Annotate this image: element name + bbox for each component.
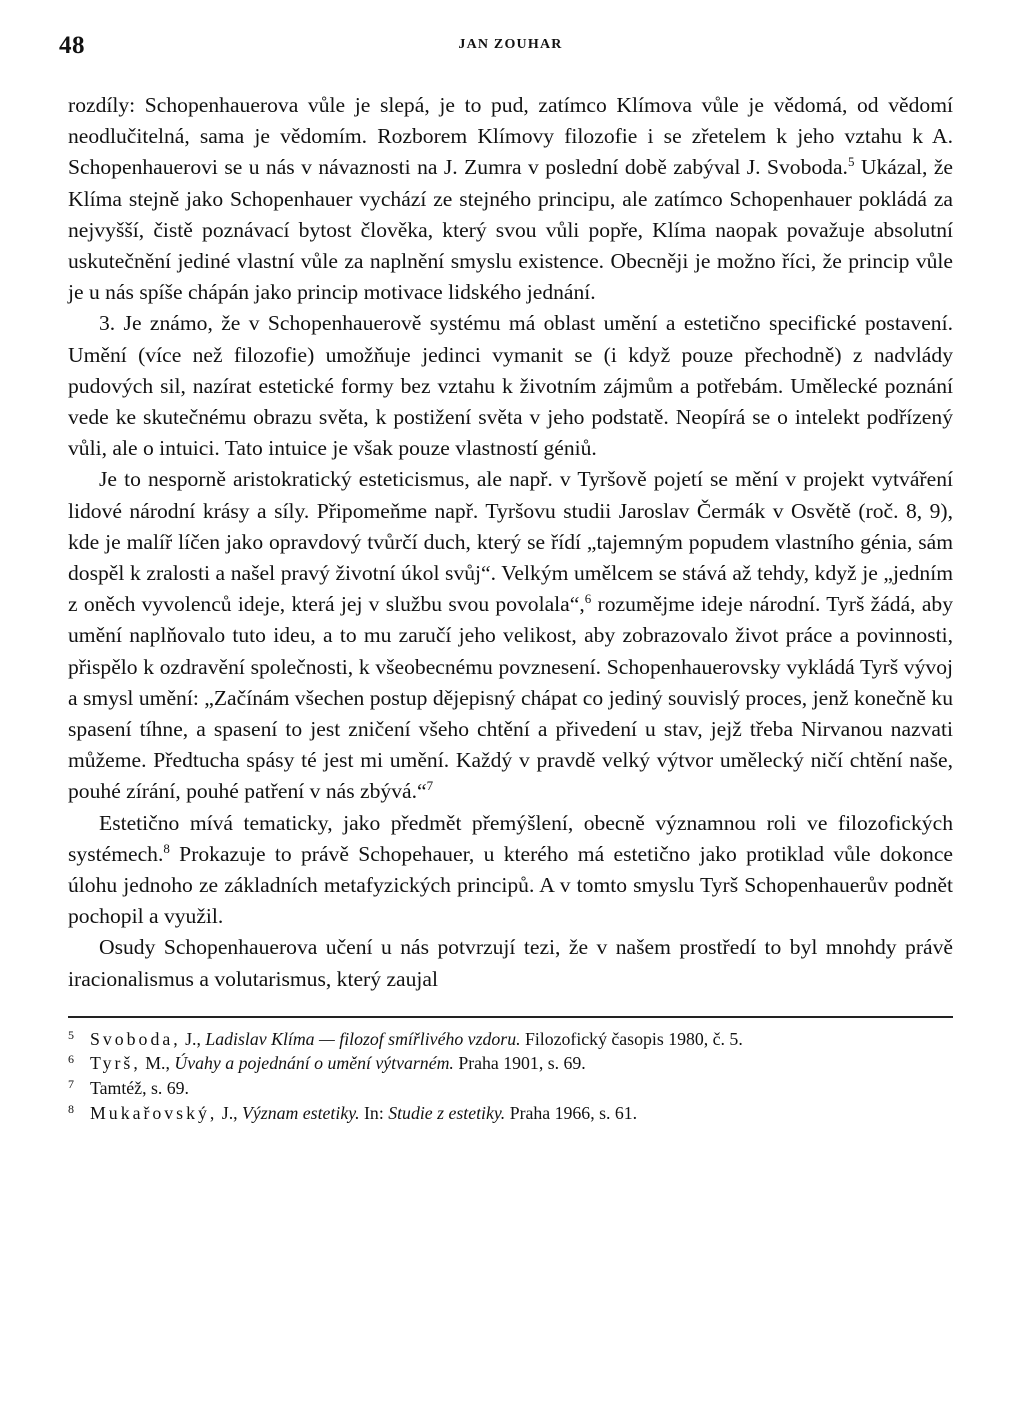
footnote-ref-5: 5 — [847, 154, 855, 170]
paragraph-4-text-b: Prokazuje to právě Schopehauer, u kterého má estetično jako protiklad vůle dokonce úlohu jednoho ze základních metafyzických principů. A v tomto smyslu Tyrš Schopenhauerův podnět pochopil a využil. — [68, 841, 953, 929]
paragraph-4 — [68, 808, 953, 933]
footnote-text — [90, 1101, 953, 1126]
footnote-marker: 5 — [68, 1027, 74, 1042]
footnote-work-title: Ladislav Klíma — filozof smířlivého vzdoru. — [205, 1028, 521, 1049]
footnote-work-title: Význam estetiky. — [242, 1102, 360, 1123]
paragraph-5: Osudy Schopenhauerova učení u nás potvrzují tezi, že v našem prostředí to byl mnohdy právě iracionalismus a volutarismus, který zaujal — [68, 935, 953, 991]
footnote-marker: 8 — [68, 1101, 74, 1116]
footnote-author: Mukařovský, — [90, 1102, 218, 1123]
footnote-work-title: Úvahy a pojednání o umění výtvarném. — [174, 1053, 454, 1074]
footnote-initials: J., — [180, 1028, 206, 1049]
footnote-ref-7: 7 — [426, 778, 434, 794]
footnote-text — [90, 1027, 953, 1052]
footnote-ref-8: 8 — [163, 840, 170, 856]
body-text — [68, 90, 953, 995]
footnote-8 — [68, 1101, 953, 1126]
paragraph-1-text-b: Ukázal, že Klíma stejně jako Schopenhauer vychází ze stejného principu, ale zatímco Schopenhauer pokládá za nejvyšší, čistě poznávací bytost člověka, který svou vůli popře, Klíma naopak považuje absolutní uskutečnění jediné vlastní vůle za naplnění smyslu existence. Obecněji je možno říci, že princip vůle je u nás spíše chápán jako princip motivace lidského jednání. — [68, 155, 953, 305]
paragraph-1 — [68, 90, 953, 308]
paragraph-3 — [68, 464, 953, 807]
paragraph-1-text-a: rozdíly: Schopenhauerova vůle je slepá, je to pud, zatímco Klímova vůle je vědomá, od vědomí neodlučitelná, sama je vědomím. Rozborem Klímovy filozofie i se zřetelem k jeho vztahu k A. Schopenhauerovi se u nás v návaznosti na J. Zumra v poslední době zabýval J. Svoboda. — [68, 93, 953, 180]
footnote-marker: 7 — [68, 1077, 74, 1092]
page-content — [59, 28, 954, 1125]
running-title: JAN ZOUHAR — [458, 37, 563, 52]
paragraph-3-text-a: Je to nesporně aristokratický esteticismus, ale např. v Tyršově pojetí se mění v projekt vytváření lidové národní krásy a síly. Připomeňme např. Tyršovu studii Jaroslav Čermák v Osvětě (roč. 8, 9), kde je malíř líčen jako opravdový tvůrčí duch, který se řídí „tajemným popudem vlastního génia, sám dospěl k zralosti a našel pravý životní úkol svůj“. Velkým umělcem se stává až tehdy, když je „jedním z oněch vyvolenců ideje, která jej v službu svou povolala“, — [68, 467, 953, 617]
footnote-author: Tyrš, — [90, 1053, 141, 1074]
footnote-collection-title: Studie z estetiky. — [388, 1102, 506, 1123]
footnote-connector: In: — [359, 1102, 389, 1123]
footnote-ref-6: 6 — [584, 591, 592, 607]
running-head — [59, 28, 953, 68]
page-number: 48 — [59, 32, 85, 59]
footnote-6 — [68, 1051, 953, 1076]
footnote-initials: J., — [217, 1102, 243, 1123]
footnote-5 — [68, 1027, 953, 1052]
footnote-author: Svoboda, — [90, 1028, 181, 1049]
paragraph-3-text-b: rozumějme ideje národní. Tyrš žádá, aby umění naplňovalo tuto ideu, a to mu zaručí jeho velikost, aby zobrazovalo život práce a povinnosti, přispělo k ozdravění společnosti, k všeobecnému povznesení. Schopenhauerovsky vykládá Tyrš vývoj a smysl umění: „Začínám všechen postup dějepisný chápat co jediný souvislý proces, jenž konečně ku spasení tíhne, a spasení to jest zničení všeho chtění a přivedení u stav, jejž třeba Nirvanou nazvati můžeme. Předtucha spásy té jest mi umění. Každý v pravdě velký výtvor umělecký ničí chtění naše, pouhé zírání, pouhé patření v nás zbývá.“ — [68, 592, 954, 804]
footnote-divider — [68, 1016, 953, 1018]
footnote-marker: 6 — [68, 1052, 74, 1067]
footnote-7 — [68, 1076, 953, 1101]
footnote-publication: Praha 1966, s. 61. — [505, 1102, 638, 1123]
footnote-publication: Filozofický časopis 1980, č. 5. — [520, 1028, 743, 1049]
footnote-text: Tamtéž, s. 69. — [90, 1078, 189, 1099]
footnotes — [68, 1027, 953, 1125]
footnote-initials: M., — [140, 1053, 175, 1074]
footnote-text — [90, 1051, 953, 1076]
paragraph-4-text-a: Estetično mívá tematicky, jako předmět přemýšlení, obecně významnou roli ve filozofických systémech. — [68, 810, 953, 866]
footnote-publication: Praha 1901, s. 69. — [453, 1053, 586, 1074]
paragraph-2: 3. Je známo, že v Schopenhauerově systému má oblast umění a estetično specifické postavení. Umění (více než filozofie) umožňuje jedinci vymanit se (i když pouze přechodně) z nadvlády pudových sil, nazírat estetické formy bez vztahu k životním zájmům a potřebám. Umělecké poznání vede ke skutečnému obrazu světa, k postižení světa v jeho podstatě. Neopírá se o intelekt podřízený vůli, ale o intuici. Tato intuice je však pouze vlastností géniů. — [68, 311, 953, 461]
